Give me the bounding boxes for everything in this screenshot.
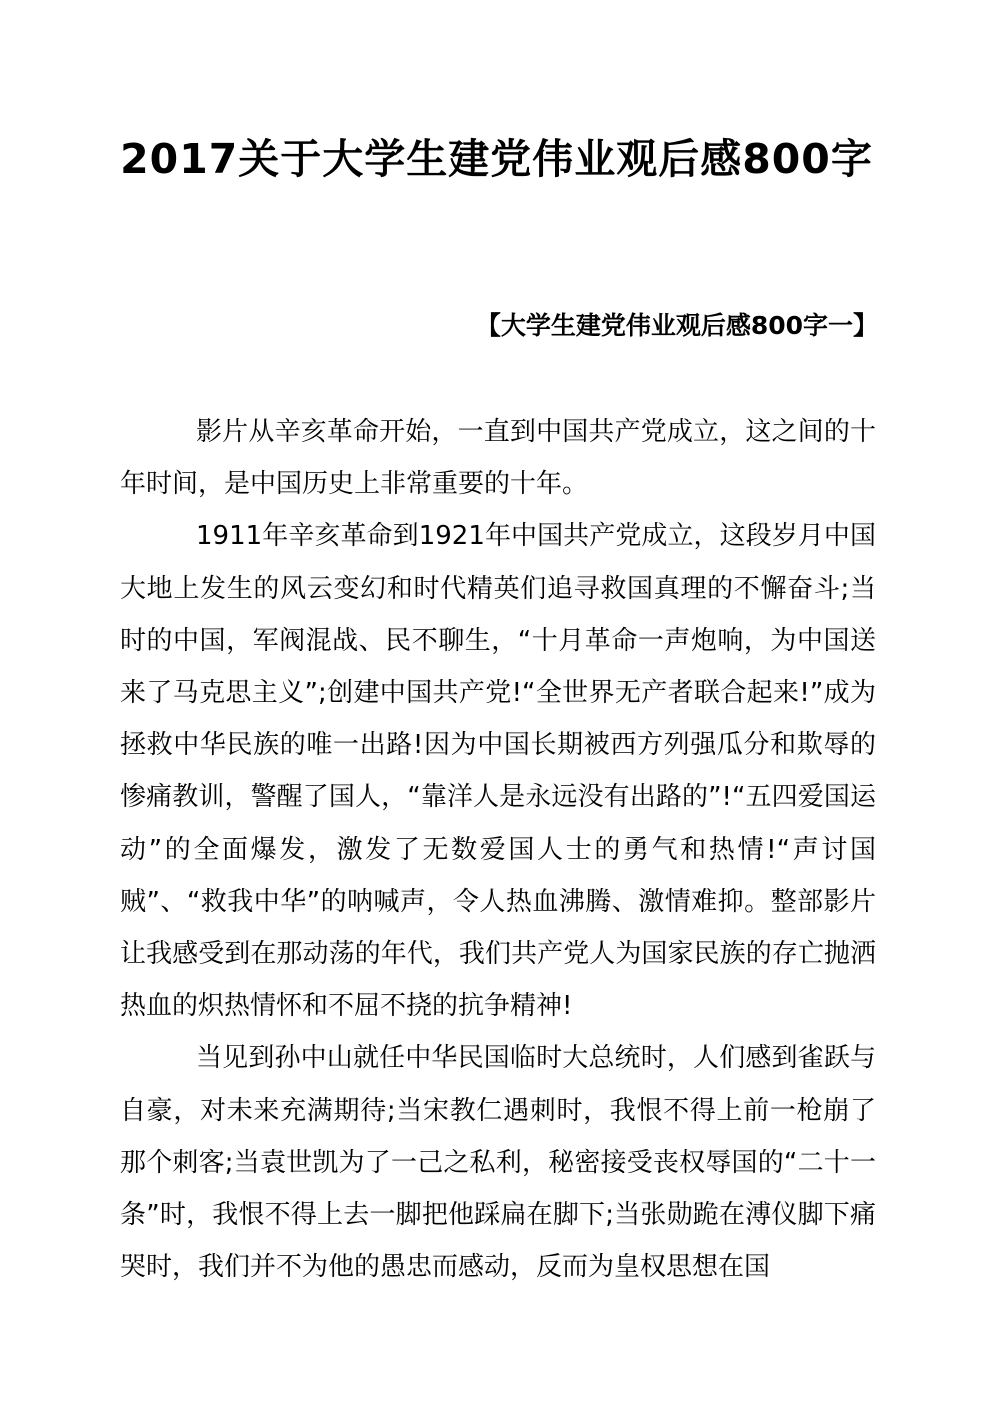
- paragraph-3: 当见到孙中山就任中华民国临时大总统时，人们感到雀跃与自豪，对未来充满期待;当宋教仁遇刺时，我恨不得上前一枪崩了那个刺客;当袁世凯为了一己之私利，秘密接受丧权辱国的“二十一条”时，我恨不得上去一脚把他踩扁在脚下;当张勋跪在溥仪脚下痛哭时，我们并不为他的愚忠而感动，反而为皇权思想在国: [120, 1043, 876, 1283]
- paragraph-2: 1911年辛亥革命到1921年中国共产党成立，这段岁月中国大地上发生的风云变幻和时代精英们追寻救国真理的不懈奋斗;当时的中国，军阀混战、民不聊生，“十月革命一声炮响，为中国送来了马克思主义”;创建中国共产党!“全世界无产者联合起来!”成为拯救中华民族的唯一出路!因为中国长期被西方列强瓜分和欺辱的惨痛教训，警醒了国人，“靠洋人是永远没有出路的”!“五四爱国运动”的全面爆发，激发了无数爱国人士的勇气和热情!“声讨国贼”、“救我中华”的呐喊声，令人热血沸腾、激情难抑。整部影片让我感受到在那动荡的年代，我们共产党人为国家民族的存亡抛洒热血的炽热情怀和不屈不挠的抗争精神!: [120, 521, 876, 1022]
- paragraph-1: 影片从辛亥革命开始，一直到中国共产党成立，这之间的十年时间，是中国历史上非常重要的十年。: [120, 417, 876, 500]
- section-heading: 【大学生建党伟业观后感800字一】: [475, 311, 878, 340]
- document-body: [120, 406, 876, 1293]
- document-title: 2017关于大学生建党伟业观后感800字: [120, 135, 873, 183]
